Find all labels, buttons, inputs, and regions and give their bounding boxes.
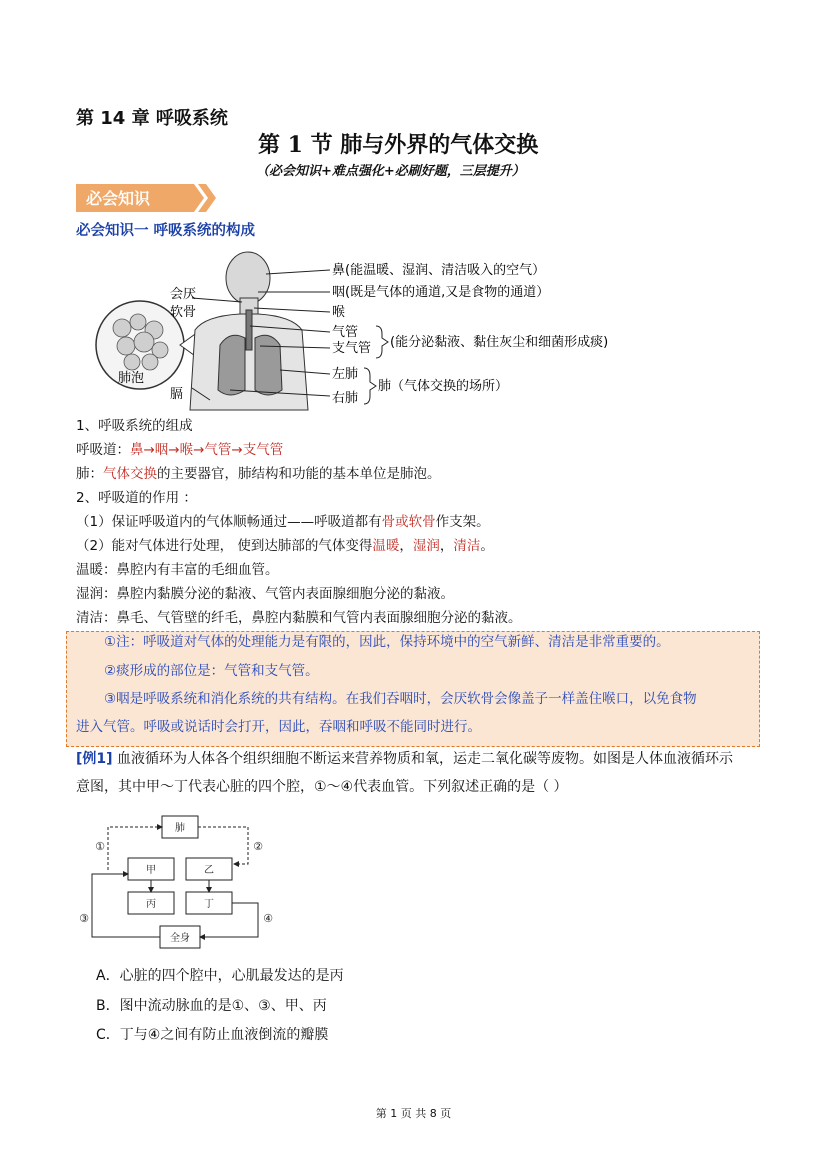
example-line-1 bbox=[76, 749, 733, 769]
airway-label: 呼吸道： bbox=[76, 442, 130, 458]
term-warm: 温暖 bbox=[372, 538, 400, 554]
label-trachea: 气管 bbox=[332, 325, 359, 340]
text-line-7: 温暖：鼻腔内有丰富的毛细血管。 bbox=[76, 562, 279, 578]
circulation-diagram bbox=[79, 812, 278, 952]
diagram-body: 全身 bbox=[170, 933, 190, 944]
airway-sequence: 鼻→咽→喉→气管→支气管 bbox=[130, 442, 284, 458]
text-line-9: 清洁：鼻毛、气管壁的纤毛，鼻腔内黏膜和气管内表面腺细胞分泌的黏液。 bbox=[76, 610, 522, 626]
cartilage-term: 骨或软骨 bbox=[381, 514, 436, 530]
text-line-3 bbox=[76, 464, 441, 484]
banner-label: 必会知识 bbox=[86, 189, 151, 208]
knowledge-heading: 必会知识一 呼吸系统的构成 bbox=[76, 223, 256, 239]
label-larynx: 喉 bbox=[332, 305, 346, 320]
vessel-2: ② bbox=[253, 840, 263, 853]
line6-pre: （2）能对气体进行处理， 使到达肺部的气体变得 bbox=[76, 538, 373, 554]
label-epiglottis-2: 软骨 bbox=[170, 305, 197, 320]
lung-label: 肺： bbox=[76, 466, 103, 482]
line5-pre: （1）保证呼吸道内的气体顺畅通过——呼吸道都有 bbox=[76, 514, 382, 530]
text-line-6 bbox=[76, 536, 494, 556]
page-footer: 第 1 页 共 8 页 bbox=[375, 1107, 452, 1120]
term-clean: 清洁 bbox=[453, 538, 481, 554]
sep-2: ， bbox=[439, 538, 454, 554]
label-lung-note: 肺（气体交换的场所） bbox=[378, 379, 509, 394]
term-moist: 湿润 bbox=[412, 538, 440, 554]
vessel-3: ③ bbox=[79, 912, 89, 925]
vessel-1: ① bbox=[95, 840, 105, 853]
text-line-2 bbox=[76, 440, 283, 460]
example-text-1: 血液循环为人体各个组织细胞不断运来营养物质和氧，运走二氧化碳等废物。如图是人体血液循环示 bbox=[112, 751, 733, 767]
label-pharynx: 咽(既是气体的通道,又是食物的通道） bbox=[332, 285, 550, 300]
label-nose: 鼻(能温暖、湿润、清洁吸入的空气） bbox=[332, 263, 546, 278]
label-left-lung: 左肺 bbox=[332, 367, 359, 382]
chapter-title: 第 14 章 呼吸系统 bbox=[76, 108, 228, 129]
option-b: B．图中流动脉血的是①、③、甲、丙 bbox=[96, 998, 327, 1014]
label-bronchus: 支气管 bbox=[332, 341, 372, 356]
note-3a: ③咽是呼吸系统和消化系统的共有结构。在我们吞咽时，会厌软骨会像盖子一样盖住喉口，以免食物 bbox=[104, 691, 697, 707]
sep-1: ， bbox=[399, 538, 413, 554]
text-line-8: 湿润：鼻腔内黏膜分泌的黏液、气管内表面腺细胞分泌的黏液。 bbox=[76, 586, 454, 602]
diagram-jia: 甲 bbox=[146, 865, 156, 876]
section-title: 第 1 节 肺与外界的气体交换 bbox=[258, 132, 539, 158]
lung-desc: 的主要器官，肺结构和功能的基本单位是肺泡。 bbox=[157, 466, 441, 482]
diagram-bing: 丙 bbox=[146, 899, 156, 910]
label-epiglottis-1: 会厌 bbox=[170, 287, 197, 302]
note-1: ①注：呼吸道对气体的处理能力是有限的，因此，保持环境中的空气新鲜、清洁是非常重要的。 bbox=[104, 634, 670, 650]
diagram-ding: 丁 bbox=[204, 899, 214, 910]
option-c: C．丁与④之间有防止血液倒流的瓣膜 bbox=[96, 1027, 329, 1043]
note-2: ②痰形成的部位是：气管和支气管。 bbox=[104, 663, 319, 679]
label-right-lung: 右肺 bbox=[332, 391, 359, 406]
text-line-5 bbox=[76, 512, 490, 532]
label-tract-note: (能分泌黏液、黏住灰尘和细菌形成痰) bbox=[390, 335, 609, 350]
knowledge-banner bbox=[76, 184, 218, 212]
section-subtitle: （必会知识+难点强化+必刷好题，三层提升） bbox=[256, 164, 525, 179]
note-3b: 进入气管。呼吸或说话时会打开，因此，吞咽和呼吸不能同时进行。 bbox=[76, 719, 481, 735]
line5-post: 作支架。 bbox=[435, 514, 490, 530]
text-line-1: 1、呼吸系统的组成 bbox=[76, 418, 193, 434]
vessel-4: ④ bbox=[263, 912, 273, 925]
text-line-4: 2、呼吸道的作用 ： bbox=[76, 490, 197, 506]
label-alveoli: 肺泡 bbox=[118, 371, 145, 386]
diagram-yi: 乙 bbox=[204, 865, 214, 876]
example-tag: [例1] bbox=[76, 751, 113, 767]
option-a: A．心脏的四个腔中，心肌最发达的是丙 bbox=[96, 968, 344, 984]
example-line-2: 意图，其中甲～丁代表心脏的四个腔，①～④代表血管。下列叙述正确的是（ ） bbox=[76, 779, 568, 795]
sep-3: 。 bbox=[480, 538, 494, 554]
gas-exchange-term: 气体交换 bbox=[103, 466, 157, 482]
label-diaphragm: 膈 bbox=[170, 387, 184, 402]
diagram-lung: 肺 bbox=[175, 823, 185, 834]
human-torso bbox=[190, 252, 308, 410]
respiratory-figure bbox=[80, 250, 650, 410]
